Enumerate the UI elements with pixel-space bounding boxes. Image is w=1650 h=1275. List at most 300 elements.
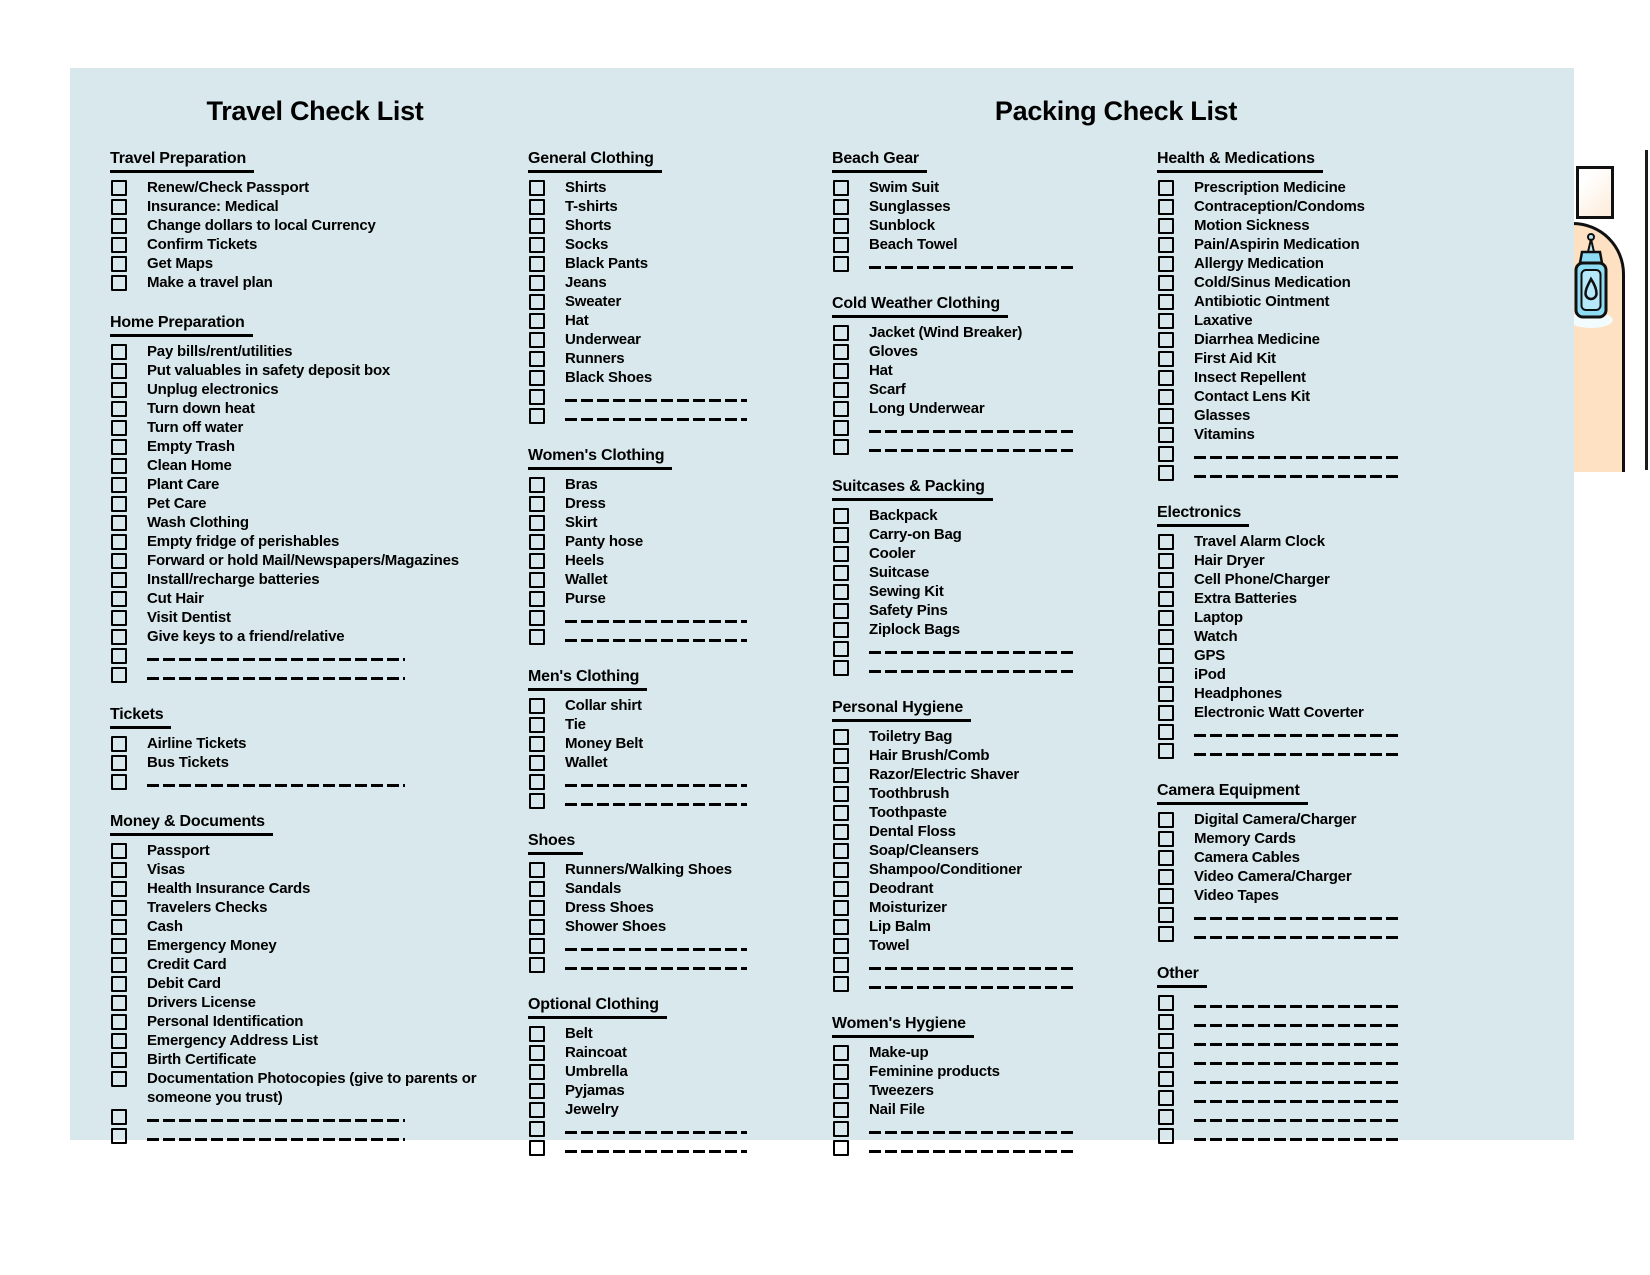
checkbox-icon[interactable] [111,862,127,878]
item-label: Glasses [1194,407,1251,424]
fill-in-line[interactable] [565,803,747,806]
checkbox-icon[interactable] [529,919,545,935]
fill-in-line[interactable] [147,658,405,661]
item-label: Underwear [565,331,641,348]
fill-in-line[interactable] [147,1138,405,1141]
checklist-item [110,178,522,197]
checkbox-icon[interactable] [111,199,127,215]
fill-in-line[interactable] [565,1131,747,1134]
checkbox-icon[interactable] [529,408,545,424]
checkbox-icon[interactable] [111,976,127,992]
checkbox-icon[interactable] [1158,1014,1174,1030]
checkbox-icon[interactable] [1158,1033,1174,1049]
item-label: Drivers License [147,994,256,1011]
checklist-item [528,178,793,197]
fill-in-line[interactable] [565,418,747,421]
checkbox-icon[interactable] [833,881,849,897]
checkbox-icon[interactable] [111,1128,127,1144]
section-header: Women's Clothing [528,445,672,470]
checkbox-icon[interactable] [1158,995,1174,1011]
checkbox-icon[interactable] [833,729,849,745]
checkbox-icon[interactable] [1158,686,1174,702]
item-label: Dress [565,495,606,512]
fill-in-line[interactable] [1194,475,1400,478]
item-label: Put valuables in safety deposit box [147,362,391,379]
item-label: Watch [1194,628,1238,645]
checklist-item [528,791,793,810]
fill-in-line[interactable] [869,651,1076,654]
checklist-item [1157,349,1467,368]
checkbox-icon[interactable] [111,363,127,379]
checkbox-icon[interactable] [1158,869,1174,885]
fill-in-line[interactable] [565,948,747,951]
checkbox-icon[interactable] [833,344,849,360]
checklist-panel [70,68,1574,1140]
fill-in-line[interactable] [1194,1043,1400,1046]
checkbox-icon[interactable] [833,862,849,878]
checkbox-icon[interactable] [833,420,849,436]
section-header: Health & Medications [1157,148,1323,173]
checkbox-icon[interactable] [1158,724,1174,740]
checkbox-icon[interactable] [111,553,127,569]
checkbox-icon[interactable] [833,439,849,455]
checkbox-icon[interactable] [1158,294,1174,310]
checkbox-icon[interactable] [1158,1071,1174,1087]
fill-in-line[interactable] [565,967,747,970]
checkbox-icon[interactable] [529,370,545,386]
fill-in-line[interactable] [565,639,747,642]
checkbox-icon[interactable] [1158,199,1174,215]
checkbox-icon[interactable] [529,496,545,512]
fill-in-line[interactable] [565,784,747,787]
checkbox-icon[interactable] [529,717,545,733]
checkbox-icon[interactable] [1158,534,1174,550]
item-label: Video Camera/Charger [1194,868,1352,885]
checkbox-icon[interactable] [111,275,127,291]
checkbox-icon[interactable] [529,534,545,550]
checkbox-icon[interactable] [1158,218,1174,234]
checkbox-icon[interactable] [529,199,545,215]
checklist-item [528,216,793,235]
checkbox-icon[interactable] [1158,572,1174,588]
packing-check-list-title: Packing Check List [994,96,1238,126]
checkbox-icon[interactable] [833,382,849,398]
checkbox-icon[interactable] [1158,831,1174,847]
checkbox-icon[interactable] [529,1102,545,1118]
checkbox-icon[interactable] [111,344,127,360]
checkbox-icon[interactable] [833,786,849,802]
checkbox-icon[interactable] [529,900,545,916]
checkbox-icon[interactable] [111,180,127,196]
checklist-item [832,841,1132,860]
checkbox-icon[interactable] [529,629,545,645]
checkbox-icon[interactable] [833,508,849,524]
checkbox-icon[interactable] [833,805,849,821]
checkbox-icon[interactable] [529,515,545,531]
checklist-item [1157,197,1467,216]
section-header: Personal Hygiene [832,697,971,722]
checklist-item [832,765,1132,784]
checkbox-icon[interactable] [111,900,127,916]
checklist-item [110,734,522,753]
checklist-item [832,746,1132,765]
item-label: Jacket (Wind Breaker) [869,324,1023,341]
checkbox-icon[interactable] [833,1064,849,1080]
checkbox-icon[interactable] [529,275,545,291]
checkbox-icon[interactable] [529,1140,545,1156]
checkbox-icon[interactable] [529,736,545,752]
checkbox-icon[interactable] [833,641,849,657]
checkbox-icon[interactable] [111,957,127,973]
item-label: Skirt [565,514,598,531]
checkbox-icon[interactable] [1158,389,1174,405]
checkbox-icon[interactable] [111,401,127,417]
checkbox-icon[interactable] [833,824,849,840]
checkbox-icon[interactable] [1158,1128,1174,1144]
checkbox-icon[interactable] [111,755,127,771]
checkbox-icon[interactable] [833,1121,849,1137]
fill-in-line[interactable] [565,620,747,623]
item-label: Empty Trash [147,438,235,455]
section-header: Beach Gear [832,148,927,173]
fill-in-line[interactable] [1194,1100,1400,1103]
item-label: Health Insurance Cards [147,880,311,897]
checkbox-icon[interactable] [111,382,127,398]
checkbox-icon[interactable] [529,313,545,329]
item-label: Suitcase [869,564,930,581]
section-money-documents [110,811,522,1145]
fill-in-line[interactable] [1194,734,1400,737]
fill-in-line[interactable] [147,1119,405,1122]
checkbox-icon[interactable] [111,439,127,455]
checkbox-icon[interactable] [111,534,127,550]
fill-in-line[interactable] [1194,1062,1400,1065]
section-women-s-clothing [528,445,793,646]
checkbox-icon[interactable] [529,389,545,405]
checkbox-icon[interactable] [111,610,127,626]
checkbox-icon[interactable] [111,648,127,664]
item-label: Tweezers [869,1082,934,1099]
checkbox-icon[interactable] [1158,256,1174,272]
checkbox-icon[interactable] [1158,629,1174,645]
checklist-item [110,494,522,513]
checkbox-icon[interactable] [111,420,127,436]
item-label: Sandals [565,880,622,897]
item-label: Umbrella [565,1063,628,1080]
checkbox-icon[interactable] [1158,313,1174,329]
checklist-item [528,197,793,216]
checkbox-icon[interactable] [1158,180,1174,196]
checkbox-icon[interactable] [529,180,545,196]
checkbox-icon[interactable] [1158,705,1174,721]
checkbox-icon[interactable] [529,477,545,493]
fill-in-line[interactable] [869,670,1076,673]
checkbox-icon[interactable] [111,256,127,272]
item-label: Memory Cards [1194,830,1296,847]
checklist-item [110,551,522,570]
checkbox-icon[interactable] [529,332,545,348]
fill-in-line[interactable] [1194,753,1400,756]
checkbox-icon[interactable] [111,667,127,683]
checklist-item [832,727,1132,746]
fill-in-line[interactable] [1194,456,1400,459]
checklist-item [110,1107,522,1126]
checkbox-icon[interactable] [1158,667,1174,683]
checkbox-icon[interactable] [1158,1109,1174,1125]
checklist-item [1157,570,1467,589]
item-label: Laptop [1194,609,1243,626]
checkbox-icon[interactable] [833,237,849,253]
checkbox-icon[interactable] [529,218,545,234]
checkbox-icon[interactable] [833,603,849,619]
checkbox-icon[interactable] [1158,591,1174,607]
checkbox-icon[interactable] [1158,446,1174,462]
checklist-item [832,1081,1132,1100]
checklist-item [832,544,1132,563]
checkbox-icon[interactable] [529,1045,545,1061]
checklist-item [832,974,1132,993]
fill-in-line[interactable] [1194,1005,1400,1008]
checkbox-icon[interactable] [833,748,849,764]
checklist-item [110,254,522,273]
checklist-item [110,936,522,955]
checkbox-icon[interactable] [833,363,849,379]
fill-in-line[interactable] [147,677,405,680]
checkbox-icon[interactable] [833,660,849,676]
checklist-item [832,1138,1132,1157]
checklist-item [1157,1126,1467,1145]
item-label: Money Belt [565,735,644,752]
checkbox-icon[interactable] [1158,1090,1174,1106]
item-label: Documentation Photocopies (give to parents or someone you trust) [147,1070,477,1106]
fill-in-line[interactable] [869,1131,1076,1134]
checklist-item [110,216,522,235]
checklist-item [528,879,793,898]
item-label: Credit Card [147,956,227,973]
checkbox-icon[interactable] [111,237,127,253]
checklist-item [832,437,1132,456]
fill-in-line[interactable] [1194,917,1400,920]
checkbox-icon[interactable] [111,1071,127,1087]
checkbox-icon[interactable] [833,256,849,272]
checkbox-icon[interactable] [833,938,849,954]
checkbox-icon[interactable] [529,572,545,588]
checkbox-icon[interactable] [111,629,127,645]
fill-in-line[interactable] [869,1150,1076,1153]
checklist-item [832,563,1132,582]
checkbox-icon[interactable] [833,180,849,196]
checkbox-icon[interactable] [529,1121,545,1137]
checklist-item [528,1024,793,1043]
checkbox-icon[interactable] [833,218,849,234]
checklist-item [1157,703,1467,722]
checkbox-icon[interactable] [833,565,849,581]
fill-in-line[interactable] [1194,1081,1400,1084]
fill-in-line[interactable] [869,967,1076,970]
item-label: Camera Cables [1194,849,1300,866]
checkbox-icon[interactable] [1158,408,1174,424]
checkbox-icon[interactable] [833,584,849,600]
checkbox-icon[interactable] [529,610,545,626]
section-header: Tickets [110,704,171,729]
checklist-item [528,254,793,273]
checkbox-icon[interactable] [111,995,127,1011]
checkbox-icon[interactable] [833,976,849,992]
checkbox-icon[interactable] [111,218,127,234]
checkbox-icon[interactable] [111,1052,127,1068]
checkbox-icon[interactable] [1158,427,1174,443]
checkbox-icon[interactable] [529,881,545,897]
checkbox-icon[interactable] [529,862,545,878]
checklist-item [528,936,793,955]
item-label: Wallet [565,571,608,588]
checklist-item [1157,886,1467,905]
checkbox-icon[interactable] [833,919,849,935]
checklist-item [110,589,522,608]
section-shoes [528,830,793,974]
checkbox-icon[interactable] [833,1102,849,1118]
fill-in-line[interactable] [1194,1119,1400,1122]
checkbox-icon[interactable] [111,477,127,493]
checkbox-icon[interactable] [529,553,545,569]
item-label: Hat [869,362,893,379]
checklist-item [528,898,793,917]
checklist-item [110,513,522,532]
checkbox-icon[interactable] [529,793,545,809]
item-label: Turn down heat [147,400,255,417]
checkbox-icon[interactable] [529,591,545,607]
item-label: First Aid Kit [1194,350,1276,367]
checklist-item [528,311,793,330]
fill-in-line[interactable] [565,399,747,402]
checkbox-icon[interactable] [529,351,545,367]
fill-in-line[interactable] [1194,1024,1400,1027]
checkbox-icon[interactable] [1158,370,1174,386]
checklist-item [110,772,522,791]
checkbox-icon[interactable] [833,199,849,215]
checkbox-icon[interactable] [1158,888,1174,904]
fill-in-line[interactable] [1194,936,1400,939]
checkbox-icon[interactable] [111,736,127,752]
checkbox-icon[interactable] [111,458,127,474]
checkbox-icon[interactable] [529,938,545,954]
checkbox-icon[interactable] [833,767,849,783]
checkbox-icon[interactable] [111,774,127,790]
checklist-item [110,399,522,418]
section-optional-clothing [528,994,793,1157]
checkbox-icon[interactable] [1158,907,1174,923]
checklist-item [110,993,522,1012]
checkbox-icon[interactable] [833,546,849,562]
fill-in-line[interactable] [869,430,1076,433]
checkbox-icon[interactable] [1158,850,1174,866]
checklist-item [1157,387,1467,406]
checkbox-icon[interactable] [111,515,127,531]
checkbox-icon[interactable] [529,237,545,253]
checklist-item [1157,867,1467,886]
item-label: Contact Lens Kit [1194,388,1310,405]
item-label: Runners [565,350,625,367]
checkbox-icon[interactable] [529,698,545,714]
checkbox-icon[interactable] [1158,275,1174,291]
checkbox-icon[interactable] [1158,553,1174,569]
fill-in-line[interactable] [869,266,1076,269]
checkbox-icon[interactable] [833,957,849,973]
checkbox-icon[interactable] [833,1083,849,1099]
checkbox-icon[interactable] [833,401,849,417]
checklist-item [1157,406,1467,425]
checkbox-icon[interactable] [1158,237,1174,253]
fill-in-line[interactable] [869,449,1076,452]
checkbox-icon[interactable] [111,881,127,897]
checklist-item [832,216,1132,235]
checkbox-icon[interactable] [1158,465,1174,481]
checkbox-icon[interactable] [833,1140,849,1156]
checkbox-icon[interactable] [529,1064,545,1080]
checkbox-icon[interactable] [1158,351,1174,367]
section-header: Men's Clothing [528,666,647,691]
fill-in-line[interactable] [869,986,1076,989]
checkbox-icon[interactable] [1158,610,1174,626]
item-label: Toothpaste [869,804,947,821]
fill-in-line[interactable] [565,1150,747,1153]
checkbox-icon[interactable] [111,591,127,607]
item-label: Emergency Address List [147,1032,318,1049]
checkbox-icon[interactable] [111,1014,127,1030]
item-label: Bras [565,476,598,493]
section-women-s-hygiene [832,1013,1132,1157]
checkbox-icon[interactable] [529,957,545,973]
checkbox-icon[interactable] [529,256,545,272]
fill-in-line[interactable] [147,784,405,787]
checkbox-icon[interactable] [529,1026,545,1042]
checkbox-icon[interactable] [111,1033,127,1049]
checkbox-icon[interactable] [833,527,849,543]
checkbox-icon[interactable] [529,1083,545,1099]
checkbox-icon[interactable] [111,572,127,588]
checklist-item [832,601,1132,620]
checkbox-icon[interactable] [1158,1052,1174,1068]
item-label: Swim Suit [869,179,939,196]
checkbox-icon[interactable] [111,919,127,935]
item-label: Motion Sickness [1194,217,1310,234]
checkbox-icon[interactable] [111,1109,127,1125]
fill-in-line[interactable] [1194,1138,1400,1141]
checkbox-icon[interactable] [833,622,849,638]
checkbox-icon[interactable] [1158,743,1174,759]
checkbox-icon[interactable] [833,900,849,916]
checkbox-icon[interactable] [833,843,849,859]
checklist-item [528,387,793,406]
checklist-item [1157,741,1467,760]
item-label: Passport [147,842,210,859]
checkbox-icon[interactable] [833,325,849,341]
checkbox-icon[interactable] [833,1045,849,1061]
checkbox-icon[interactable] [1158,812,1174,828]
checkbox-icon[interactable] [1158,648,1174,664]
checkbox-icon[interactable] [111,938,127,954]
item-label: Shorts [565,217,612,234]
item-label: Lip Balm [869,918,931,935]
checkbox-icon[interactable] [111,496,127,512]
checkbox-icon[interactable] [1158,332,1174,348]
checkbox-icon[interactable] [1158,926,1174,942]
checkbox-icon[interactable] [529,755,545,771]
item-label: Sewing Kit [869,583,944,600]
checkbox-icon[interactable] [529,294,545,310]
checkbox-icon[interactable] [529,774,545,790]
checkbox-icon[interactable] [111,843,127,859]
